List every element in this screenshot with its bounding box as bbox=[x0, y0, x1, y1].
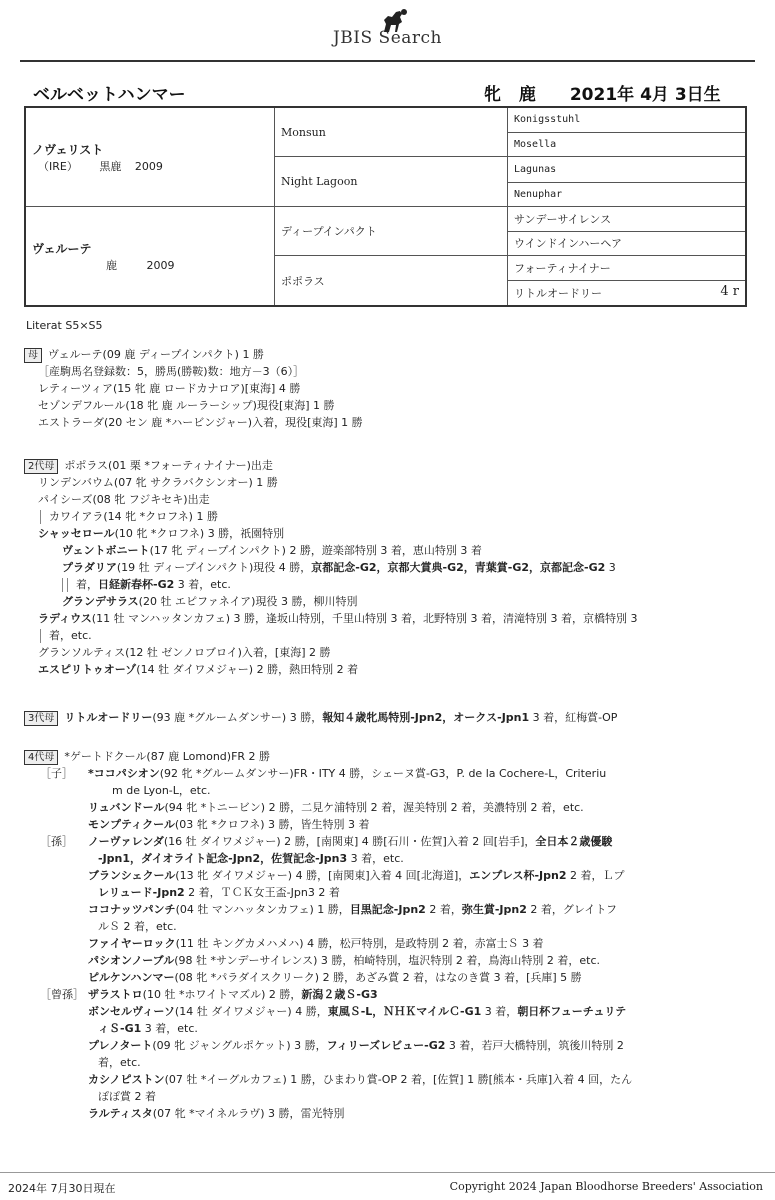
progeny-detail: 着，etc. bbox=[49, 629, 92, 642]
race-record: 東風Ｓ-L，ＮＨＫマイルＣ-G1 bbox=[327, 1005, 482, 1018]
tag-third-dam: 3代母 bbox=[24, 711, 58, 726]
progeny-detail: (14 牡 ダイワメジャー) 4 勝， bbox=[174, 1005, 328, 1018]
sire-dam-sire[interactable]: Lagunas bbox=[508, 157, 747, 183]
progeny-line[interactable] bbox=[24, 765, 759, 782]
logo-text: JBIS Search bbox=[332, 28, 442, 48]
race-record: エンプレス杯-Jpn2 bbox=[469, 869, 567, 882]
generation-label: ［曾孫］ bbox=[40, 988, 84, 1001]
progeny-line-cont: m de Lyon-L，etc. bbox=[112, 784, 211, 797]
progeny-name: ノーヴァレンダ bbox=[88, 835, 164, 848]
dam-sire[interactable]: ディープインパクト bbox=[275, 207, 508, 256]
progeny-line-cont bbox=[24, 576, 759, 593]
progeny-line[interactable] bbox=[24, 935, 759, 952]
pedigree-sire-cell bbox=[25, 107, 275, 207]
progeny-detail: (07 牡 *イーグルカフェ) 1 勝，ひまわり賞-OP bbox=[164, 1073, 398, 1086]
progeny-name: リュバンドール bbox=[88, 801, 165, 814]
sire-sub bbox=[32, 158, 268, 174]
section-fourth-dam bbox=[24, 748, 759, 1122]
progeny-line[interactable] bbox=[24, 508, 759, 525]
progeny-detail: 3 着，etc. bbox=[174, 578, 231, 591]
progeny-detail: 3 着，etc. bbox=[141, 1022, 198, 1035]
dam-dam[interactable]: ポポラス bbox=[275, 256, 508, 307]
progeny-detail: 2 着，グレイトフ bbox=[526, 903, 617, 916]
sire-year: 2009 bbox=[134, 159, 163, 173]
dam-progeny-stats: ［産駒馬名登録数：5，勝馬(勝鞍)数：地方－3（6）］ bbox=[38, 365, 305, 378]
progeny-name: プレノタート bbox=[88, 1039, 153, 1052]
race-record: ィＳ-G1 bbox=[98, 1022, 142, 1035]
progeny-name: パシオンノーブル bbox=[88, 954, 175, 967]
progeny-detail: (19 牡 ディープインパクト)現役 4 勝， bbox=[116, 561, 312, 574]
tag-dam: 母 bbox=[24, 348, 42, 363]
dam-dam-dam-cell bbox=[508, 281, 747, 306]
race-record: -Jpn1，ダイオライト記念-Jpn2，佐賀記念-Jpn3 bbox=[98, 852, 348, 865]
progeny-line[interactable]: エストラーダ(20 セン 鹿 *ハービンジャー)入着，現役[東海] 1 勝 bbox=[38, 416, 363, 429]
progeny-line[interactable] bbox=[24, 1105, 759, 1122]
progeny-line[interactable]: レティーツィア(15 牝 鹿 ロードカナロア)[東海] 4 勝 bbox=[38, 382, 301, 395]
progeny-line[interactable] bbox=[24, 986, 759, 1003]
progeny-line[interactable]: グランソルティス(12 牡 ゼンノロブロイ)入着，[東海] 2 勝 bbox=[38, 646, 331, 659]
family-number: 4 r bbox=[720, 284, 739, 300]
progeny-line[interactable]: パイシーズ(08 牝 フジキセキ)出走 bbox=[38, 493, 210, 506]
progeny-line[interactable] bbox=[24, 1037, 759, 1054]
fourth-dam-line: *ゲートドクール(87 鹿 Lomond)FR 2 勝 bbox=[64, 750, 271, 763]
progeny-name: プラダリア bbox=[62, 561, 117, 574]
race-record: 全日本２歳優駿 bbox=[535, 835, 613, 848]
progeny-detail: (10 牝 *クロフネ) 3 勝，祇園特別 bbox=[114, 527, 285, 540]
progeny-detail: 3 bbox=[605, 561, 616, 574]
progeny-line-cont: ぽぽ賞 2 着 bbox=[98, 1090, 156, 1103]
progeny-name: ラディウス bbox=[38, 612, 92, 625]
progeny-detail: 2 着 bbox=[314, 886, 340, 899]
horse-name: ベルベットハンマー bbox=[33, 85, 186, 105]
progeny-line[interactable] bbox=[24, 1003, 759, 1020]
horse-color: 鹿 bbox=[518, 85, 536, 105]
progeny-line[interactable] bbox=[24, 952, 759, 969]
progeny-detail: (11 牡 マンハッタンカフェ) 3 勝，逢坂山特別，千里山特別 3 着，北野特別 3 着，清滝特別 3 着，京橋特別 3 bbox=[91, 612, 638, 625]
progeny-detail: 3 着，etc. bbox=[347, 852, 404, 865]
race-record: 弥生賞-Jpn2 bbox=[461, 903, 527, 916]
dam-sub bbox=[32, 257, 268, 273]
progeny-detail: (09 牝 ジャングルポケット) 3 勝， bbox=[152, 1039, 327, 1052]
race-record: レリュード-Jpn2 bbox=[98, 886, 185, 899]
progeny-detail: (98 牡 *サンデーサイレンス) 3 勝，柏崎特別，塩沢特別 2 着，鳥海山特別 2 着，etc. bbox=[174, 954, 600, 967]
as-of-date: 2024年 7月30日現在 bbox=[8, 1182, 116, 1195]
progeny-line[interactable] bbox=[24, 1071, 759, 1088]
sire-dam[interactable]: Night Lagoon bbox=[275, 157, 508, 207]
dam-color: 鹿 bbox=[106, 258, 117, 272]
horse-birth: 2021年 4月 3日生 bbox=[569, 85, 721, 105]
progeny-text: カワイアラ(14 牝 *クロフネ) 1 勝 bbox=[49, 510, 218, 523]
progeny-detail: (03 牝 *クロフネ) 3 勝，皆生特別 3 着 bbox=[174, 818, 370, 831]
second-dam-line: ポポラス(01 栗 *フォーティナイナー)出走 bbox=[64, 459, 273, 472]
progeny-line-cont bbox=[24, 1020, 759, 1037]
progeny-detail: 3 着，若戸大橋特別，筑後川特別 2 bbox=[445, 1039, 624, 1052]
progeny-line[interactable] bbox=[24, 867, 759, 884]
progeny-name: ピルケンハンマー bbox=[88, 971, 175, 984]
progeny-line[interactable]: セゾンデフルール(18 牝 鹿 ルーラーシップ)現役[東海] 1 勝 bbox=[38, 399, 335, 412]
race-record: フィリーズレビュー-G2 bbox=[326, 1039, 446, 1052]
dam-line: ヴェルーテ(09 鹿 ディープインパクト) 1 勝 bbox=[48, 348, 264, 361]
progeny-line[interactable] bbox=[24, 969, 759, 986]
dam-name[interactable]: ヴェルーテ bbox=[32, 241, 92, 256]
progeny-line[interactable] bbox=[24, 901, 759, 918]
tag-fourth-dam: 4代母 bbox=[24, 750, 58, 765]
progeny-detail: (13 牝 ダイワメジャー) 4 勝，[南関東]入着 4 回[北海道]， bbox=[175, 869, 470, 882]
section-dam bbox=[24, 346, 759, 431]
sire-sire[interactable]: Monsun bbox=[275, 107, 508, 157]
progeny-detail: 3 着， bbox=[481, 1005, 518, 1018]
progeny-detail: (92 牝 *グルームダンサー)FR・ITY 4 勝，シェーヌ賞-G3，P. de la Cochere-L，Criteriu bbox=[159, 767, 607, 780]
progeny-line[interactable] bbox=[24, 610, 759, 627]
progeny-detail: (04 牡 マンハッタンカフェ) 1 勝， bbox=[175, 903, 350, 916]
progeny-detail: 2 着，[佐賀] 1 勝[熊本・兵庫]入着 4 回，たん bbox=[397, 1073, 633, 1086]
tree-connector bbox=[62, 578, 63, 592]
progeny-detail: 2 着， bbox=[425, 903, 462, 916]
dam-dam-sire[interactable]: フォーティナイナー bbox=[508, 256, 747, 281]
progeny-name: ボンセルヴィーソ bbox=[88, 1005, 175, 1018]
dam-year: 2009 bbox=[146, 258, 175, 272]
generation-label: ［孫］ bbox=[40, 835, 73, 848]
footer-divider bbox=[0, 1172, 775, 1173]
progeny-name: ファイヤーロック bbox=[88, 937, 176, 950]
progeny-name: ヴェントボニート bbox=[62, 544, 150, 557]
progeny-name: カシノピストン bbox=[88, 1073, 165, 1086]
sire-sire-sire[interactable]: Konigsstuhl bbox=[508, 107, 747, 132]
progeny-line-cont bbox=[24, 850, 759, 867]
race-record: 新潟２歳Ｓ-G3 bbox=[301, 988, 378, 1001]
progeny-name: ブランシェクール bbox=[88, 869, 176, 882]
race-record: 京都記念-G2，京都大賞典-G2，青葉賞-G2，京都記念-G2 bbox=[311, 561, 606, 574]
progeny-line[interactable] bbox=[24, 559, 759, 576]
horse-sex: 牝 bbox=[484, 85, 501, 105]
generation-label: ［子］ bbox=[40, 767, 73, 780]
tree-connector bbox=[67, 578, 68, 592]
horse-info bbox=[484, 80, 733, 105]
sire-dam-dam[interactable]: Nenuphar bbox=[508, 182, 747, 207]
progeny-detail: 2 着，ＴＣＫ女王盃-Jpn3 bbox=[184, 886, 315, 899]
inbreeding-note: Literat S5×S5 bbox=[26, 319, 103, 332]
race-record: 日経新春杯-G2 bbox=[98, 578, 175, 591]
progeny-detail: (94 牝 *トニービン) 2 勝，二見ケ浦特別 2 着，渥美特別 2 着，美濃特別 2 着，etc. bbox=[164, 801, 584, 814]
progeny-line[interactable] bbox=[24, 542, 759, 559]
progeny-name: ココナッツパンチ bbox=[88, 903, 176, 916]
progeny-detail: (08 牝 *パラダイスクリーク) 2 勝，あざみ賞 2 着，はなのき賞 3 着，[兵庫] 5 勝 bbox=[174, 971, 582, 984]
progeny-detail: 着， bbox=[76, 578, 98, 591]
progeny-line[interactable] bbox=[24, 833, 759, 850]
race-record: 報知４歳牝馬特別-Jpn2，オークス-Jpn1 bbox=[322, 711, 530, 724]
progeny-name: グランデサラス bbox=[62, 595, 139, 608]
progeny-line-cont bbox=[24, 884, 759, 901]
sire-sire-dam[interactable]: Mosella bbox=[508, 132, 747, 156]
pedigree-table bbox=[24, 106, 747, 307]
horse-logo-icon bbox=[378, 8, 408, 34]
third-dam-detail: (93 鹿 *グルームダンサー) 3 勝， bbox=[152, 711, 323, 724]
pedigree-dam-cell bbox=[25, 207, 275, 307]
progeny-line[interactable] bbox=[24, 593, 759, 610]
progeny-detail: (10 牡 *ホワイトマズル) 2 勝， bbox=[142, 988, 302, 1001]
race-record: 目黒記念-Jpn2 bbox=[349, 903, 426, 916]
sire-color: 黒鹿 bbox=[99, 159, 122, 173]
progeny-line-cont bbox=[24, 627, 759, 644]
progeny-detail: (20 牡 エピファネイア)現役 3 勝，柳川特別 bbox=[138, 595, 358, 608]
dam-dam-dam[interactable]: リトルオードリー bbox=[514, 287, 602, 301]
race-record: 朝日杯フューチュリテ bbox=[517, 1005, 627, 1018]
progeny-detail: (16 牡 ダイワメジャー) 2 勝，[南関東] 4 勝[石川・佐賀]入着 2 回[岩手]， bbox=[163, 835, 536, 848]
dam-sire-sire[interactable]: サンデーサイレンス bbox=[508, 207, 747, 232]
progeny-line[interactable] bbox=[24, 799, 759, 816]
progeny-detail: (11 牡 キングカメハメハ) 4 勝，松戸特別，是政特別 2 着，赤富士Ｓ 3 着 bbox=[175, 937, 544, 950]
section-second-dam bbox=[24, 457, 759, 678]
progeny-line[interactable] bbox=[24, 525, 759, 542]
progeny-line-cont: ルＳ 2 着，etc. bbox=[98, 920, 177, 933]
progeny-name: モンプティクール bbox=[88, 818, 175, 831]
progeny-line[interactable] bbox=[24, 816, 759, 833]
sire-name[interactable]: ノヴェリスト bbox=[32, 142, 104, 157]
site-logo[interactable] bbox=[0, 8, 775, 48]
section-third-dam bbox=[24, 709, 759, 726]
third-dam-detail: 3 着，紅梅賞-OP bbox=[529, 711, 618, 724]
tag-second-dam: 2代母 bbox=[24, 459, 58, 474]
tree-connector bbox=[40, 510, 41, 524]
header-divider bbox=[20, 60, 755, 62]
progeny-name: エスピリトゥオーゾ bbox=[38, 663, 137, 676]
dam-sire-dam[interactable]: ウインドインハーヘア bbox=[508, 231, 747, 256]
copyright: Copyright 2024 Japan Bloodhorse Breeders' Association bbox=[449, 1180, 763, 1193]
progeny-detail: 2 着，Ｌプ bbox=[566, 869, 625, 882]
progeny-line-cont: 着，etc. bbox=[98, 1056, 141, 1069]
progeny-detail: (07 牝 *マイネルラヴ) 3 勝，雷光特別 bbox=[152, 1107, 345, 1120]
progeny-name: ラルティスタ bbox=[88, 1107, 153, 1120]
sire-origin: （IRE） bbox=[38, 159, 78, 173]
tree-connector bbox=[40, 629, 41, 643]
third-dam-name[interactable]: リトルオードリー bbox=[64, 711, 153, 724]
progeny-name: ザラストロ bbox=[88, 988, 143, 1001]
progeny-line[interactable]: リンデンバウム(07 牝 サクラバクシンオー) 1 勝 bbox=[38, 476, 278, 489]
progeny-name: シャッセロール bbox=[38, 527, 115, 540]
progeny-detail: (14 牡 ダイワメジャー) 2 勝，熱田特別 2 着 bbox=[136, 663, 359, 676]
progeny-line[interactable] bbox=[24, 661, 759, 678]
progeny-name: *ココパシオン bbox=[88, 767, 160, 780]
progeny-detail: (17 牝 ディープインパクト) 2 勝，遊楽部特別 3 着，恵山特別 3 着 bbox=[149, 544, 482, 557]
